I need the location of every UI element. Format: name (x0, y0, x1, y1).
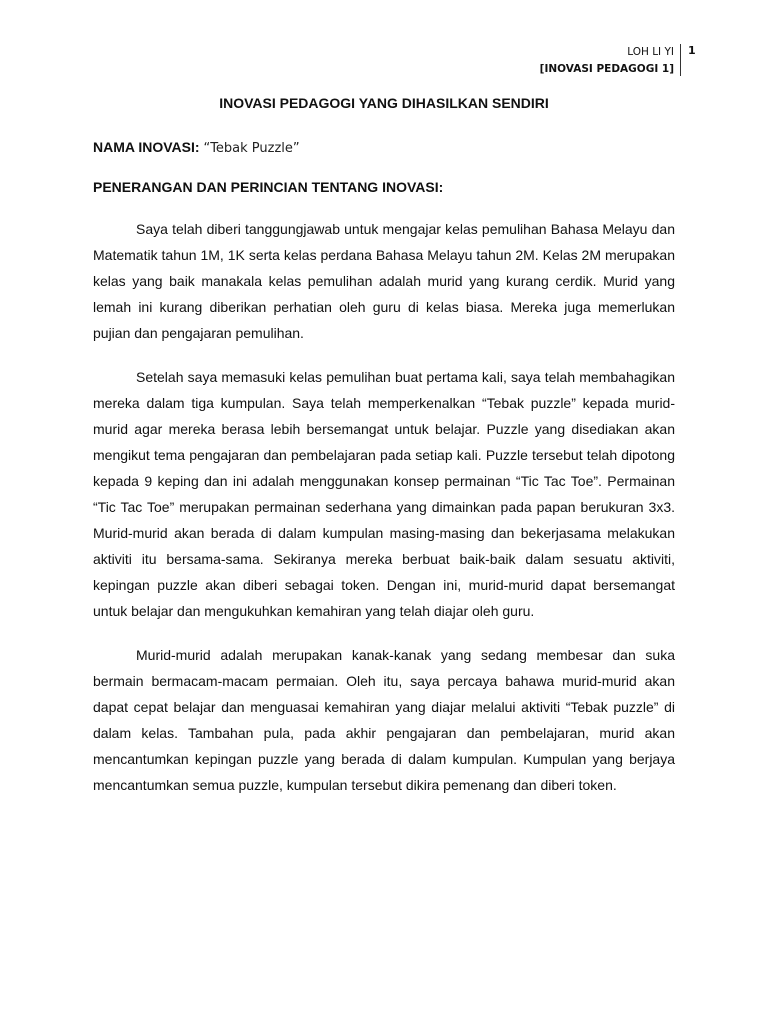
paragraph-3: Murid-murid adalah merupakan kanak-kanak yang sedang membesar dan suka bermain bermacam-macam permaian. Oleh itu, saya percaya bahawa murid-murid akan dapat cepat belajar dan menguasai kemahiran yang diajar melalui aktiviti “Tebak puzzle” di dalam kelas. Tambahan pula, pada akhir pengajaran dan pembelajaran, murid akan mencantumkan kepingan puzzle yang berada di dalam kumpulan. Kumpulan yang berjaya mencantumkan semua puzzle, kumpulan tersebut dikira pemenang dan diberi token. (93, 647, 675, 793)
document-body (93, 94, 675, 816)
header-text (540, 44, 674, 78)
paragraph-2: Setelah saya memasuki kelas pemulihan buat pertama kali, saya telah membahagikan mereka dalam tiga kumpulan. Saya telah memperkenalkan “Tebak puzzle” kepada murid-murid agar mereka berasa lebih bersemangat untuk belajar. Puzzle yang disediakan akan mengikut tema pengajaran dan pembelajaran pada setiap kali. Puzzle tersebut telah dipotong kepada 9 keping dan ini adalah menggunakan konsep permainan “Tic Tac Toe”. Permainan “Tic Tac Toe” merupakan permainan sederhana yang dimainkan pada papan berukuran 3x3. Murid-murid akan berada di dalam kumpulan masing-masing dan bekerjasama melakukan aktiviti itu bersama-sama. Sekiranya mereka berbuat baik-baik dalam sesuatu aktiviti, kepingan puzzle akan diberi sebagai token. Dengan ini, murid-murid dapat bersemangat untuk belajar dan mengukuhkan kemahiran yang telah diajar oleh guru. (93, 369, 675, 619)
page-number: 1 (688, 44, 696, 57)
page-header (0, 44, 768, 78)
header-divider (680, 44, 681, 76)
document-title: INOVASI PEDAGOGI YANG DIHASILKAN SENDIRI (219, 95, 549, 111)
innovation-name-label: NAMA INOVASI: (93, 139, 200, 155)
innovation-name-line (93, 138, 675, 158)
section-heading: PENERANGAN DAN PERINCIAN TENTANG INOVASI: (93, 179, 444, 195)
header-subtitle: [INOVASI PEDAGOGI 1] (539, 63, 674, 75)
header-author: LOH LI YI (627, 46, 674, 58)
innovation-name-value: “Tebak Puzzle” (203, 141, 300, 156)
paragraph-1: Saya telah diberi tanggungjawab untuk mengajar kelas pemulihan Bahasa Melayu dan Matematik tahun 1M, 1K serta kelas perdana Bahasa Melayu tahun 2M. Kelas 2M merupakan kelas yang baik manakala kelas pemulihan adalah murid yang kurang cerdik. Murid yang lemah ini kurang diberikan perhatian oleh guru di kelas biasa. Mereka juga memerlukan pujian dan pengajaran pemulihan. (93, 221, 675, 341)
